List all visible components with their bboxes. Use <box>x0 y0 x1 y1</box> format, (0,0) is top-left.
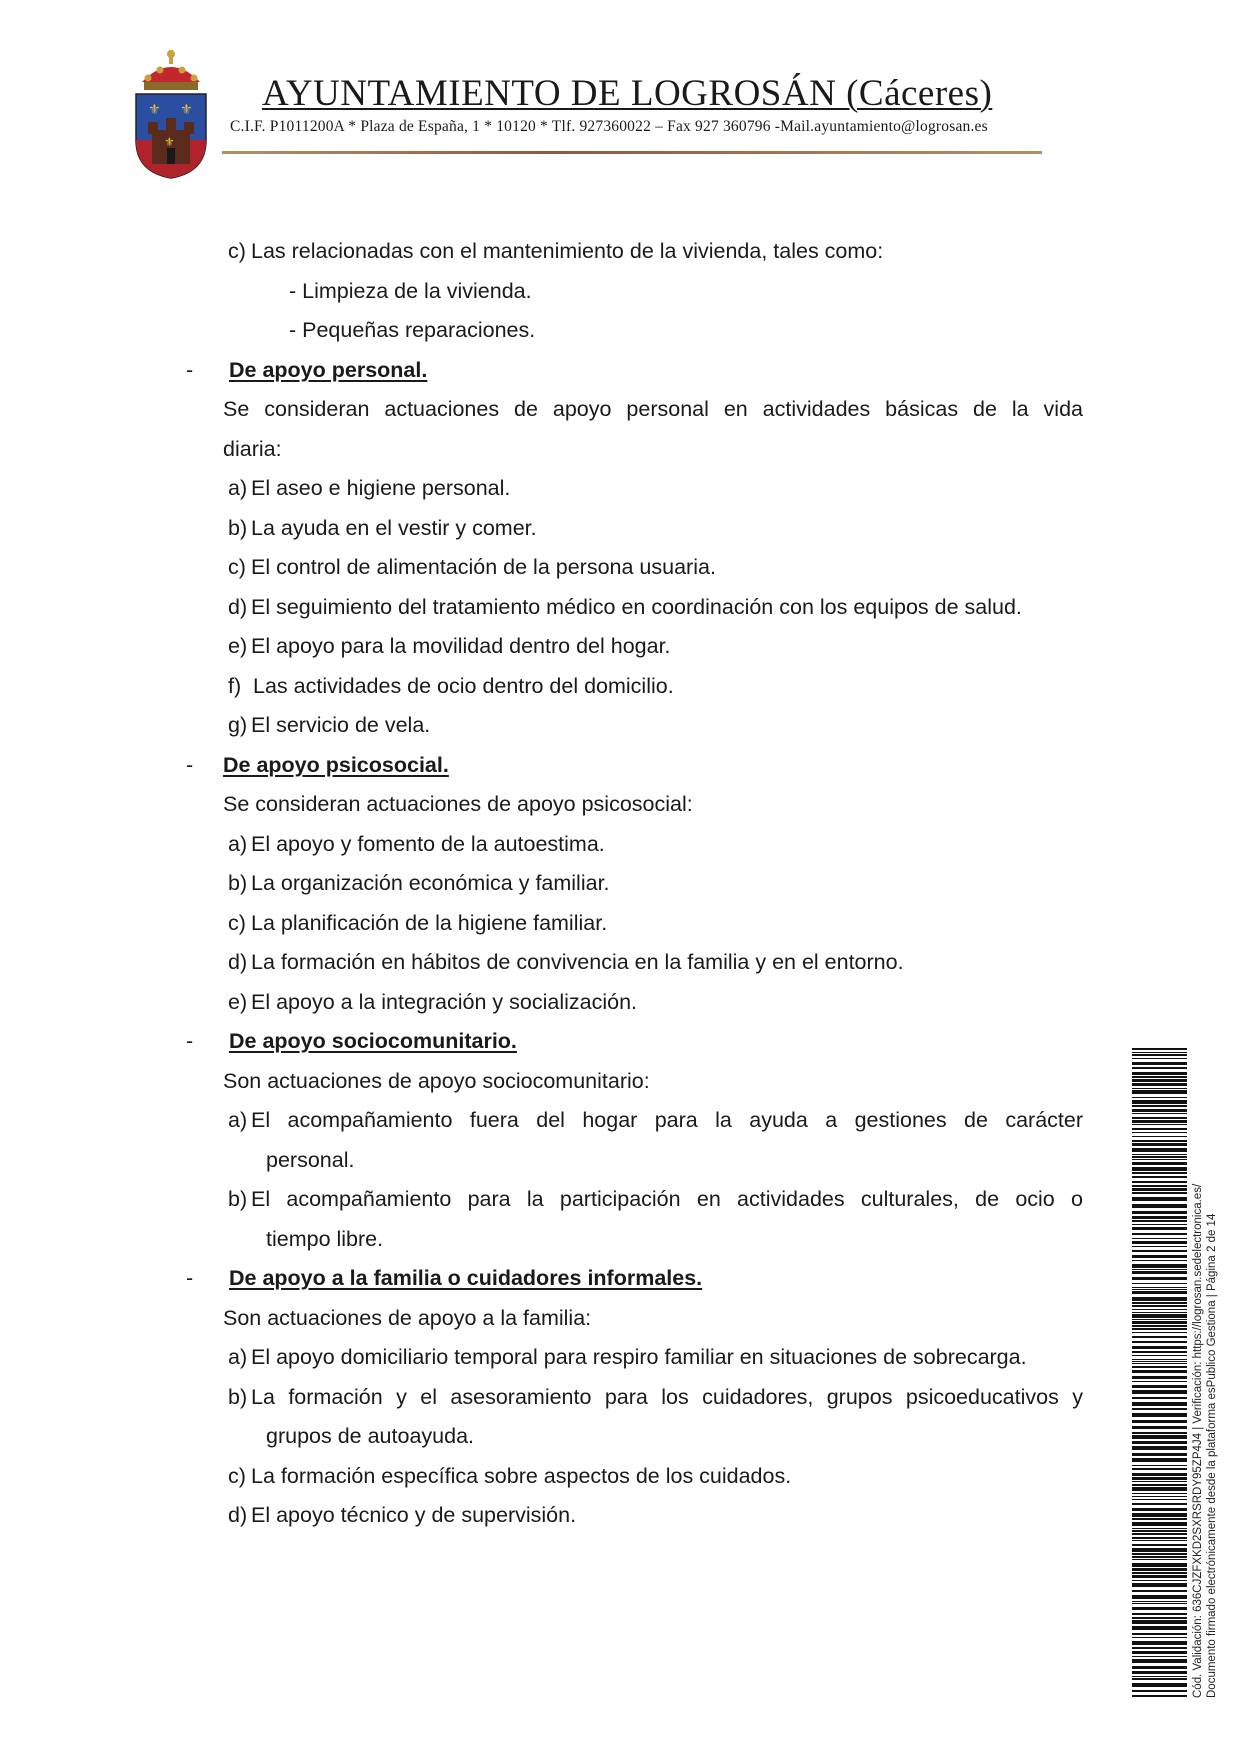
barcode-bar <box>1132 1413 1187 1417</box>
validation-stamp <box>1191 1078 1223 1698</box>
barcode-bar <box>1132 1408 1187 1410</box>
barcode-bar <box>1132 1211 1187 1214</box>
section-heading: De apoyo a la familia o cuidadores informales. <box>229 1266 703 1290</box>
list-marker: d) <box>228 950 248 974</box>
list-marker: e) <box>228 634 248 658</box>
section-dash: - <box>186 358 194 382</box>
section-heading: De apoyo sociocomunitario. <box>229 1029 517 1053</box>
list-marker: e) <box>228 990 248 1014</box>
barcode-bar <box>1132 1568 1187 1571</box>
barcode-bar <box>1132 1181 1187 1183</box>
barcode-bar <box>1132 1277 1187 1280</box>
barcode-bar <box>1132 1172 1187 1174</box>
barcode-bar <box>1132 1563 1187 1567</box>
barcode-bar <box>1132 1140 1187 1142</box>
list-marker: b) <box>228 1187 248 1211</box>
barcode-bar <box>1132 1678 1187 1680</box>
barcode-bar <box>1132 1117 1187 1119</box>
barcode-bar <box>1132 1124 1187 1125</box>
barcode-bar <box>1132 1493 1187 1494</box>
barcode-bar <box>1132 1651 1187 1654</box>
barcode-bar <box>1132 1513 1187 1517</box>
barcode-bar <box>1132 1435 1187 1439</box>
list-marker: d) <box>228 595 248 619</box>
barcode-bar <box>1132 1113 1187 1114</box>
barcode-bar <box>1132 1302 1187 1304</box>
barcode-bar <box>1132 1185 1187 1187</box>
barcode-bar <box>1132 1319 1187 1320</box>
barcode-bar <box>1132 1603 1187 1604</box>
section-intro: diaria: <box>223 437 282 461</box>
barcode-bar <box>1132 1528 1187 1529</box>
barcode-bar <box>1132 1072 1187 1075</box>
list-item-text: El apoyo técnico y de supervisión. <box>251 1503 577 1527</box>
barcode-bar <box>1132 1058 1187 1059</box>
barcode-bar <box>1132 1601 1187 1602</box>
barcode-bar <box>1132 1473 1187 1476</box>
list-marker: d) <box>228 1503 248 1527</box>
list-item-text: El control de alimentación de la persona usuaria. <box>251 555 716 579</box>
barcode-bar <box>1132 1255 1187 1258</box>
list-item-text: La planificación de la higiene familiar. <box>251 911 608 935</box>
list-item-text: La formación y el asesoramiento para los cuidadores, grupos psicoeducativos y <box>251 1385 1083 1409</box>
barcode-bar <box>1132 1052 1187 1053</box>
list-item-text: Las actividades de ocio dentro del domicilio. <box>253 674 674 698</box>
barcode-bar <box>1132 1508 1187 1511</box>
barcode-bar <box>1132 1289 1187 1290</box>
barcode-bar <box>1132 1363 1187 1364</box>
barcode-bar <box>1132 1626 1187 1630</box>
barcode-bar <box>1132 1518 1187 1520</box>
barcode-bar <box>1132 1381 1187 1382</box>
list-marker: g) <box>228 713 248 737</box>
barcode-bar <box>1132 1321 1187 1324</box>
barcode-bar <box>1132 1683 1187 1687</box>
barcode-bar <box>1132 1458 1187 1462</box>
barcode-bar <box>1132 1671 1187 1674</box>
list-item-text: El apoyo domiciliario temporal para respiro familiar en situaciones de sobrecarga. <box>251 1345 1027 1369</box>
barcode-bar <box>1132 1580 1187 1581</box>
barcode-bar <box>1132 1238 1187 1239</box>
list-item-text: personal. <box>266 1148 355 1172</box>
list-marker: c) <box>228 1464 246 1488</box>
list-marker: a) <box>228 832 248 856</box>
list-item-text: El acompañamiento para la participación en actividades culturales, de ocio o <box>251 1187 1083 1211</box>
svg-text:⚜: ⚜ <box>148 101 161 117</box>
list-item-text: El apoyo y fomento de la autoestima. <box>251 832 605 856</box>
barcode-bar <box>1132 1162 1187 1165</box>
barcode-bar <box>1132 1641 1187 1645</box>
section-intro: Son actuaciones de apoyo sociocomunitario: <box>223 1069 650 1093</box>
barcode-bar <box>1132 1090 1187 1094</box>
barcode-bar <box>1132 1088 1187 1089</box>
barcode-bar <box>1132 1167 1187 1171</box>
barcode-bar <box>1132 1136 1187 1137</box>
barcode-bar <box>1132 1522 1187 1526</box>
barcode-bar <box>1132 1540 1187 1541</box>
barcode-bar <box>1132 1426 1187 1429</box>
list-item-text: El seguimiento del tratamiento médico en coordinación con los equipos de salud. <box>251 595 1022 619</box>
list-item-text: La ayuda en el vestir y comer. <box>251 516 537 540</box>
list-item-text: La organización económica y familiar. <box>251 871 610 895</box>
barcode-bar <box>1132 1062 1187 1065</box>
barcode-bar <box>1132 1297 1187 1301</box>
barcode-bar <box>1132 1676 1187 1677</box>
barcode-bar <box>1132 1120 1187 1123</box>
barcode-bar <box>1132 1325 1187 1327</box>
barcode-bar <box>1132 1143 1187 1146</box>
sub-item: - Limpieza de la vivienda. <box>289 279 532 303</box>
list-marker: b) <box>228 871 248 895</box>
barcode-bar <box>1132 1441 1187 1444</box>
barcode-bar <box>1132 1197 1187 1201</box>
section-heading: De apoyo psicosocial. <box>223 753 449 777</box>
barcode-bar <box>1132 1204 1187 1208</box>
barcode-bar <box>1132 1192 1187 1194</box>
barcode-bar <box>1132 1079 1187 1082</box>
barcode-bar <box>1132 1499 1187 1500</box>
barcode-bar <box>1132 1390 1187 1394</box>
list-marker: a) <box>228 1345 248 1369</box>
section-intro: Son actuaciones de apoyo a la familia: <box>223 1306 592 1330</box>
list-marker: f) <box>228 674 242 698</box>
barcode-bar <box>1132 1503 1187 1505</box>
barcode-bar <box>1132 1109 1187 1112</box>
list-item-text: El apoyo para la movilidad dentro del hogar. <box>251 634 671 658</box>
barcode-bar <box>1132 1659 1187 1663</box>
contact-details: C.I.F. P1011200A * Plaza de España, 1 * 10120 * Tlf. 927360022 – Fax 927 360796 -Mail.ayuntamiento@logrosan.es <box>230 118 988 135</box>
barcode-bar <box>1132 1227 1187 1230</box>
barcode-bar <box>1132 1477 1187 1480</box>
barcode-bar <box>1132 1496 1187 1497</box>
barcode-bar <box>1132 1233 1187 1235</box>
barcode-bar <box>1132 1481 1187 1482</box>
validation-barcode <box>1132 1048 1187 1698</box>
barcode-bar <box>1132 1647 1187 1649</box>
barcode-bar <box>1132 1583 1187 1587</box>
sub-item: - Pequeñas reparaciones. <box>289 318 536 342</box>
svg-text:⚜: ⚜ <box>180 101 193 117</box>
header-divider <box>222 151 1042 154</box>
barcode-bar <box>1132 1484 1187 1486</box>
barcode-bar <box>1132 1241 1187 1244</box>
list-item-text: El aseo e higiene personal. <box>251 476 511 500</box>
section-intro: Se consideran actuaciones de apoyo psicosocial: <box>223 792 693 816</box>
barcode-bar <box>1132 1446 1187 1450</box>
list-item-text: grupos de autoayuda. <box>266 1424 474 1448</box>
svg-text:⚜: ⚜ <box>164 135 175 149</box>
municipal-coat-of-arms-icon <box>130 48 212 180</box>
barcode-bar <box>1132 1666 1187 1669</box>
barcode-bar <box>1132 1420 1187 1423</box>
list-item-text: Las relacionadas con el mantenimiento de la vivienda, tales como: <box>251 239 884 263</box>
barcode-bar <box>1132 1341 1187 1343</box>
barcode-bar <box>1132 1595 1187 1599</box>
barcode-bar <box>1132 1100 1187 1104</box>
validation-code: Cód. Validación: 636CJZFXKD2SXRSRDY95ZP4J4 | Verificación: https://logrosan.sedelectronica.es/ <box>1192 1183 1204 1698</box>
list-marker: b) <box>228 516 248 540</box>
barcode-bar <box>1132 1176 1187 1178</box>
barcode-bar <box>1132 1305 1187 1307</box>
list-item-text: La formación específica sobre aspectos de los cuidados. <box>251 1464 792 1488</box>
list-item-text: tiempo libre. <box>266 1227 384 1251</box>
barcode-bar <box>1132 1351 1187 1353</box>
barcode-bar <box>1132 1544 1187 1546</box>
barcode-bar <box>1132 1283 1187 1284</box>
barcode-bar <box>1132 1385 1187 1388</box>
list-marker: b) <box>228 1385 248 1409</box>
barcode-bar <box>1132 1530 1187 1532</box>
barcode-bar <box>1132 1656 1187 1657</box>
barcode-bar <box>1132 1548 1187 1552</box>
section-intro: Se consideran actuaciones de apoyo personal en actividades básicas de la vida <box>223 397 1083 421</box>
barcode-bar <box>1132 1556 1187 1558</box>
barcode-bar <box>1132 1291 1187 1294</box>
list-marker: c) <box>228 239 246 263</box>
barcode-bar <box>1132 1366 1187 1368</box>
page-title: AYUNTAMIENTO DE LOGROSÁN (Cáceres) <box>262 73 993 114</box>
barcode-bar <box>1132 1148 1187 1152</box>
list-item-text: El apoyo a la integración y socialización. <box>251 990 638 1014</box>
barcode-bar <box>1132 1359 1187 1360</box>
barcode-bar <box>1132 1695 1187 1697</box>
list-item-text: La formación en hábitos de convivencia en la familia y en el entorno. <box>251 950 904 974</box>
barcode-bar <box>1132 1250 1187 1252</box>
barcode-bar <box>1132 1590 1187 1592</box>
barcode-bar <box>1132 1269 1187 1270</box>
barcode-bar <box>1132 1271 1187 1274</box>
barcode-bar <box>1132 1287 1187 1288</box>
section-dash: - <box>186 1029 194 1053</box>
barcode-bar <box>1132 1533 1187 1535</box>
barcode-bar <box>1132 1128 1187 1130</box>
barcode-bar <box>1132 1216 1187 1219</box>
barcode-bar <box>1132 1633 1187 1635</box>
barcode-bar <box>1132 1465 1187 1466</box>
barcode-bar <box>1132 1328 1187 1330</box>
barcode-bar <box>1132 1487 1187 1491</box>
barcode-bar <box>1132 1097 1187 1098</box>
barcode-bar <box>1132 1154 1187 1155</box>
barcode-bar <box>1132 1617 1187 1619</box>
barcode-bar <box>1132 1156 1187 1158</box>
barcode-bar <box>1132 1346 1187 1349</box>
barcode-bar <box>1132 1314 1187 1318</box>
barcode-bar <box>1132 1537 1187 1539</box>
barcode-bar <box>1132 1336 1187 1338</box>
section-dash: - <box>186 1266 194 1290</box>
barcode-bar <box>1132 1246 1187 1247</box>
barcode-bar <box>1132 1432 1187 1434</box>
barcode-bar <box>1132 1559 1187 1560</box>
barcode-bar <box>1132 1468 1187 1470</box>
list-marker: c) <box>228 911 246 935</box>
barcode-bar <box>1132 1572 1187 1574</box>
barcode-bar <box>1132 1076 1187 1078</box>
barcode-bar <box>1132 1105 1187 1107</box>
barcode-bar <box>1132 1620 1187 1624</box>
barcode-bar <box>1132 1361 1187 1362</box>
list-item-text: El servicio de vela. <box>251 713 431 737</box>
section-heading: De apoyo personal. <box>229 358 428 382</box>
barcode-bar <box>1132 1553 1187 1555</box>
barcode-bar <box>1132 1159 1187 1160</box>
barcode-bar <box>1132 1376 1187 1379</box>
barcode-bar <box>1132 1312 1187 1313</box>
signature-notice: Documento firmado electrónicamente desde la plataforma esPublico Gestiona | Página 2 de 14 <box>1206 1213 1218 1698</box>
barcode-bar <box>1132 1402 1187 1406</box>
barcode-bar <box>1132 1613 1187 1615</box>
barcode-bar <box>1132 1083 1187 1086</box>
barcode-bar <box>1132 1332 1187 1333</box>
barcode-bar <box>1132 1575 1187 1578</box>
barcode-bar <box>1132 1048 1187 1050</box>
barcode-bar <box>1132 1260 1187 1261</box>
barcode-bar <box>1132 1637 1187 1638</box>
barcode-bar <box>1132 1397 1187 1399</box>
barcode-bar <box>1132 1054 1187 1056</box>
list-marker: a) <box>228 476 248 500</box>
list-item-text: El acompañamiento fuera del hogar para la ayuda a gestiones de carácter <box>251 1108 1083 1132</box>
barcode-bar <box>1132 1188 1187 1191</box>
barcode-bar <box>1132 1264 1187 1268</box>
barcode-bar <box>1132 1224 1187 1225</box>
barcode-bar <box>1132 1355 1187 1356</box>
barcode-bar <box>1132 1607 1187 1610</box>
barcode-bar <box>1132 1370 1187 1373</box>
barcode-bar <box>1132 1690 1187 1692</box>
barcode-bar <box>1132 1309 1187 1310</box>
barcode-bar <box>1132 1453 1187 1456</box>
barcode-bar <box>1132 1132 1187 1133</box>
list-marker: a) <box>228 1108 248 1132</box>
section-dash: - <box>186 753 194 777</box>
list-marker: c) <box>228 555 246 579</box>
barcode-bar <box>1132 1220 1187 1222</box>
barcode-bar <box>1132 1067 1187 1069</box>
